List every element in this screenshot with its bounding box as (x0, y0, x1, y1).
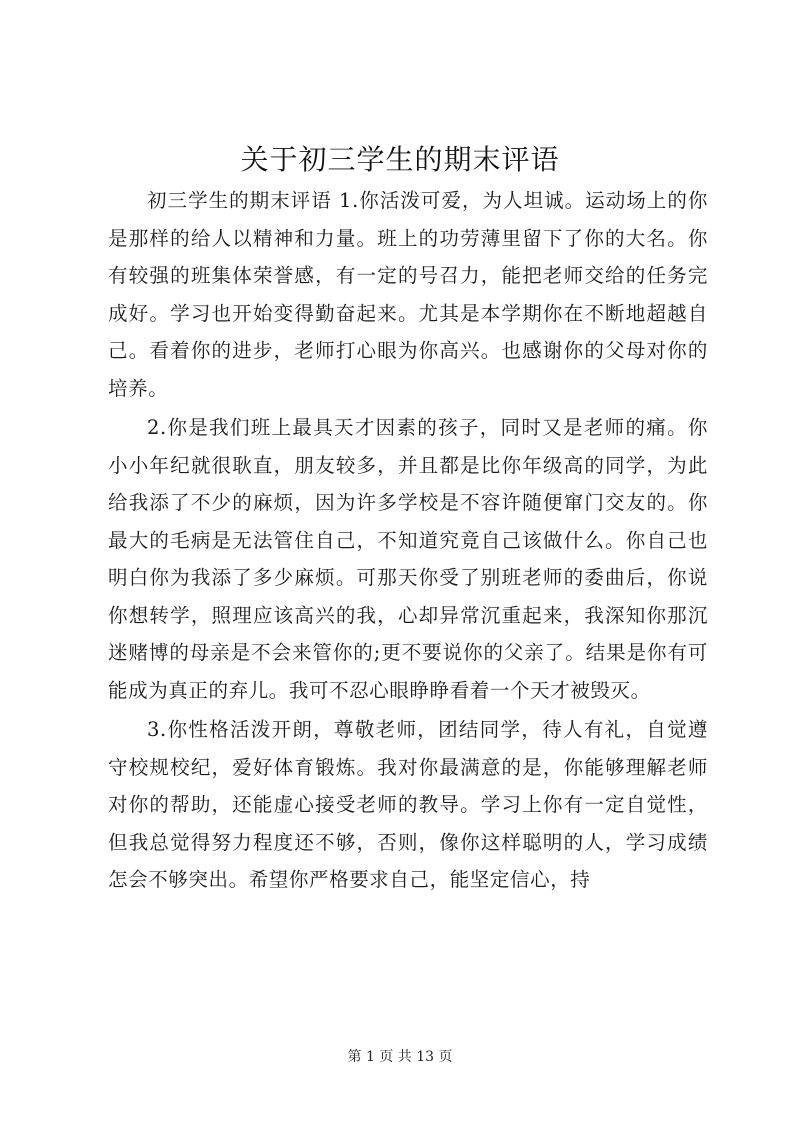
document-body (108, 182, 708, 899)
paragraph-1: 初三学生的期末评语 1.你活泼可爱，为人坦诚。运动场上的你是那样的给人以精神和力量。班上的功劳薄里留下了你的大名。你有较强的班集体荣誉感，有一定的号召力，能把老师交给的任务完成好。学习也开始变得勤奋起来。尤其是本学期你在不断地超越自己。看着你的进步，老师打心眼为你高兴。也感谢你的父母对你的培养。 (108, 189, 708, 400)
page-number-footer: 第 1 页 共 13 页 (347, 1049, 453, 1065)
paragraph-2: 2.你是我们班上最具天才因素的孩子，同时又是老师的痛。你小小年纪就很耿直，朋友较多，并且都是比你年级高的同学，为此给我添了不少的麻烦，因为许多学校是不容许随便窜门交友的。你最大的毛病是无法管住自己，不知道究竟自己该做什么。你自己也明白你为我添了多少麻烦。可那天你受了别班老师的委曲后，你说你想转学，照理应该高兴的我，心却异常沉重起来，我深知你那沉迷赌博的母亲是不会来管你的;更不要说你的父亲了。结果是你有可能成为真正的弃儿。我可不忍心眼睁睁看着一个天才被毁灭。 (108, 416, 708, 702)
paragraph-3: 3.你性格活泼开朗，尊敬老师，团结同学，待人有礼，自觉遵守校规校纪，爱好体育锻炼。我对你最满意的是，你能够理解老师对你的帮助，还能虚心接受老师的教导。学习上你有一定自觉性，但我总觉得努力程度还不够，否则，像你这样聪明的人，学习成绩怎会不够突出。希望你严格要求自己，能坚定信心，持 (108, 718, 708, 891)
page-title: 关于初三学生的期末评语 (240, 143, 560, 176)
